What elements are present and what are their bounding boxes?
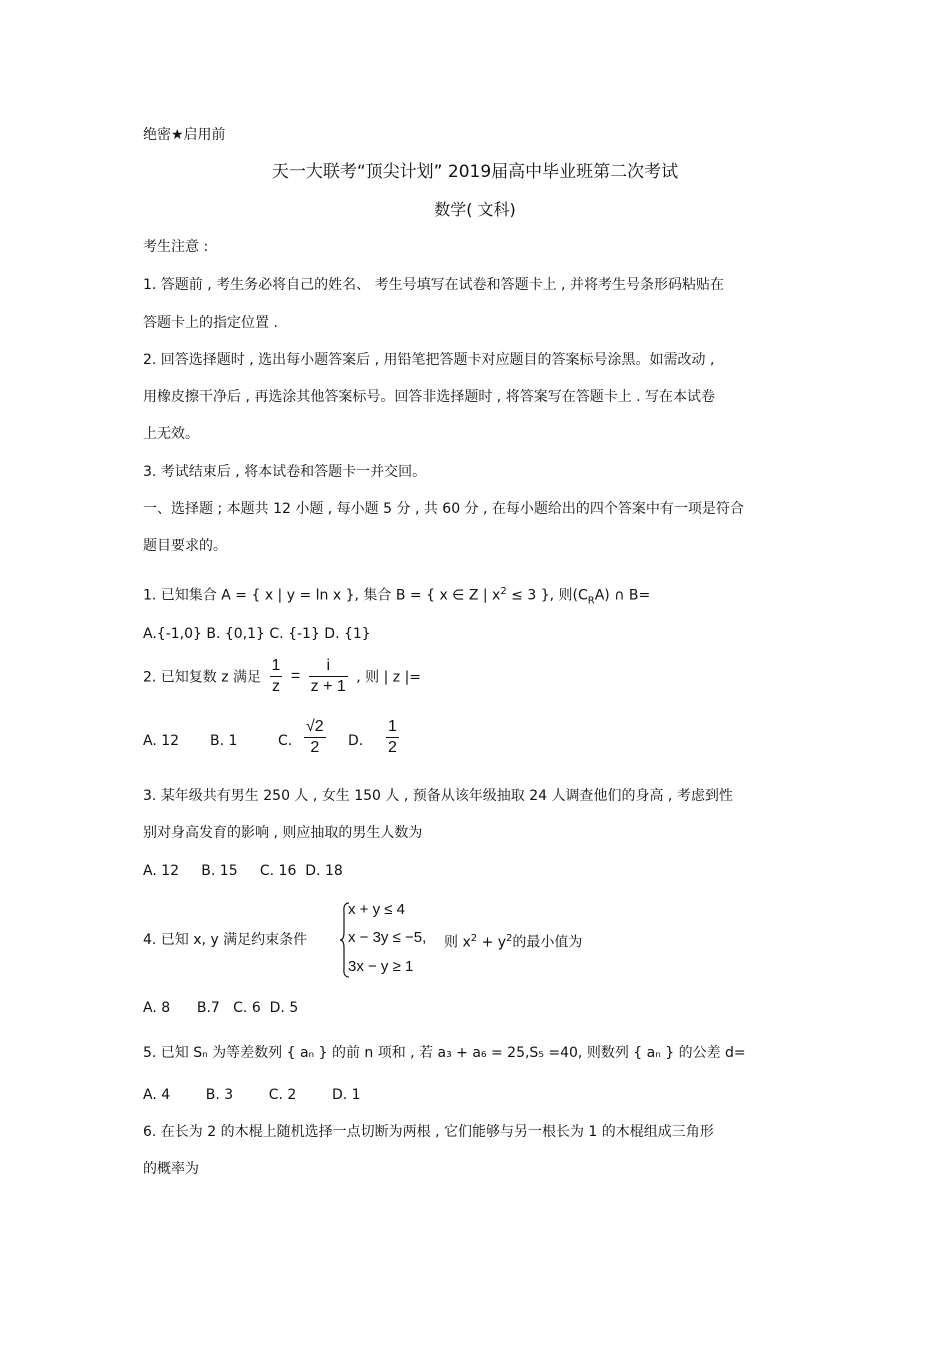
q2-optc-den: 2 bbox=[310, 739, 320, 756]
q4-tail-a: 则 x bbox=[444, 934, 471, 951]
q2-option-c: C. bbox=[278, 733, 293, 749]
question-3-options: A. 12 B. 15 C. 16 D. 18 bbox=[143, 863, 343, 879]
q2-option-a: A. 12 bbox=[143, 733, 180, 749]
question-2-stem bbox=[143, 656, 421, 697]
q2-optc-frac bbox=[304, 717, 326, 758]
q1-stem-a: 1. 已知集合 A = { x | y = ln x }, 集合 B = { x ∈ Z | x bbox=[143, 587, 501, 604]
q1-stem-b: ≤ 3 }, 则(C bbox=[506, 587, 588, 604]
question-4-stem: 4. 已知 x, y 满足约束条件 bbox=[143, 932, 308, 948]
question-4-options: A. 8 B.7 C. 6 D. 5 bbox=[143, 1000, 299, 1016]
question-6-line-2: 的概率为 bbox=[143, 1161, 199, 1177]
q4-tail-c: 的最小值为 bbox=[512, 934, 583, 951]
q2-optd-frac bbox=[386, 717, 399, 758]
q2-optc-num: √2 bbox=[304, 717, 326, 738]
question-5-options: A. 4 B. 3 C. 2 D. 1 bbox=[143, 1087, 361, 1103]
question-3-line-1: 3. 某年级共有男生 250 人 , 女生 150 人 , 预备从该年级抽取 24 人调查他们的身高 , 考虑到性 bbox=[143, 788, 733, 804]
q2-option-d: D. bbox=[348, 733, 364, 749]
q2-frac2-den: z + 1 bbox=[310, 678, 346, 695]
section-heading-line-1: 一、选择题 ; 本题共 12 小题 , 每小题 5 分 , 共 60 分 , 在每小题给出的四个答案中有一项是符合 bbox=[143, 501, 744, 517]
q1-sup: 2 bbox=[500, 586, 507, 597]
q2-option-c-fraction bbox=[300, 717, 330, 758]
notice-heading: 考生注意 : bbox=[143, 239, 209, 255]
q1-stem-c: A) ∩ B= bbox=[594, 587, 651, 604]
q4-tail-sup1: 2 bbox=[470, 933, 478, 944]
q2-option-d-fraction bbox=[382, 717, 403, 758]
notice-item-1-line-1: 1. 答题前 , 考生务必将自己的姓名、 考生号填写在试卷和答题卡上 , 并将考生号条形码粘贴在 bbox=[143, 277, 724, 293]
question-1-stem bbox=[143, 582, 650, 611]
q2-stem-b: , 则 | z |= bbox=[356, 669, 422, 686]
q2-equals: = bbox=[290, 667, 301, 685]
notice-item-3: 3. 考试结束后 , 将本试卷和答题卡一并交回。 bbox=[143, 464, 427, 480]
q1-sub: R bbox=[587, 595, 595, 607]
notice-item-2-line-2: 用橡皮擦干净后 , 再选涂其他答案标号。回答非选择题时 , 将答案写在答题卡上 . 写在本试卷 bbox=[143, 389, 716, 405]
notice-item-2-line-3: 上无效。 bbox=[143, 426, 199, 442]
q4-constraint-1: x + y ≤ 4 bbox=[348, 901, 406, 918]
q2-option-b: B. 1 bbox=[210, 733, 238, 749]
q2-frac1-num: 1 bbox=[270, 656, 283, 677]
notice-item-1-line-2: 答题卡上的指定位置 . bbox=[143, 315, 278, 331]
q2-fraction-right bbox=[309, 656, 348, 697]
q2-fraction-left bbox=[270, 656, 283, 697]
q2-frac1-den: z bbox=[271, 678, 280, 695]
question-6-line-1: 6. 在长为 2 的木棍上随机选择一点切断为两根 , 它们能够与另一根长为 1 的木棍组成三角形 bbox=[143, 1124, 714, 1140]
notice-item-2-line-1: 2. 回答选择题时 , 选出每小题答案后 , 用铅笔把答题卡对应题目的答案标号涂黑。如需改动 , bbox=[143, 352, 715, 368]
q2-frac2-num: i bbox=[309, 656, 348, 677]
q4-tail-b: + y bbox=[477, 934, 507, 951]
q2-optd-den: 2 bbox=[388, 739, 397, 756]
question-1-options: A.{-1,0} B. {0,1} C. {-1} D. {1} bbox=[143, 626, 371, 642]
question-5-stem: 5. 已知 Sₙ 为等差数列 { aₙ } 的前 n 项和 , 若 a₃ + a₆ = 25,S₅ =40, 则数列 { aₙ } 的公差 d= bbox=[143, 1045, 746, 1061]
secret-label: 绝密★启用前 bbox=[143, 127, 226, 143]
exam-subject: 数学( 文科) bbox=[434, 200, 516, 219]
q2-stem-a: 2. 已知复数 z 满足 bbox=[143, 669, 262, 686]
q4-constraint-3: 3x − y ≥ 1 bbox=[348, 958, 414, 975]
q4-constraint-2: x − 3y ≤ −5, bbox=[348, 929, 427, 946]
section-heading-line-2: 题目要求的。 bbox=[143, 538, 227, 554]
q2-optd-num: 1 bbox=[386, 717, 399, 738]
exam-title: 天一大联考“顶尖计划” 2019届高中毕业班第二次考试 bbox=[271, 162, 679, 182]
q4-tail-sup2: 2 bbox=[506, 933, 513, 944]
q4-tail bbox=[444, 929, 582, 953]
question-3-line-2: 别对身高发育的影响 , 则应抽取的男生人数为 bbox=[143, 825, 423, 841]
